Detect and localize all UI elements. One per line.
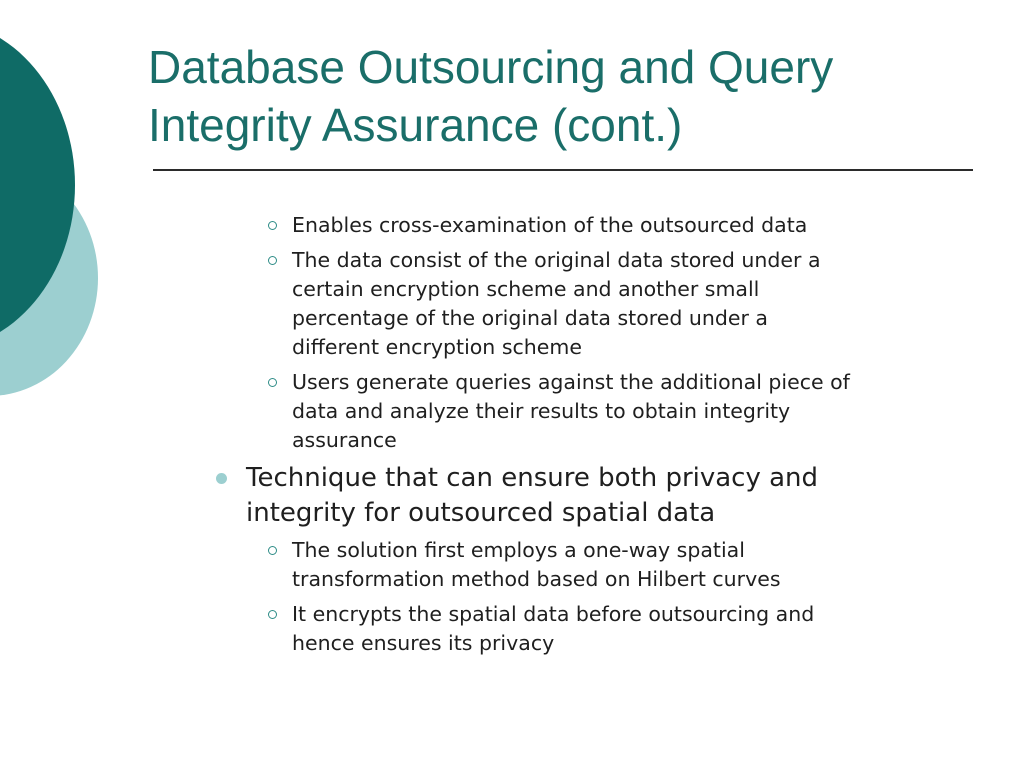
sub-bullet-text: different encryption scheme — [292, 335, 582, 359]
sub-bullet-text: assurance — [292, 428, 397, 452]
title-divider — [153, 169, 973, 171]
main-bullet-text: integrity for outsourced spatial data — [246, 498, 716, 528]
sub-bullet-text: hence ensures its privacy — [292, 631, 555, 655]
hollow-circle-bullet-icon — [268, 221, 277, 230]
sub-bullet-text: data and analyze their results to obtain integrity — [292, 399, 791, 423]
sub-bullet-text: Users generate queries against the additional piece of — [292, 370, 850, 394]
sub-bullet-text: Enables cross-examination of the outsourced data — [292, 213, 808, 237]
slide-title-line: Integrity Assurance (cont.) — [148, 99, 683, 151]
main-bullet-item — [246, 461, 966, 531]
filled-circle-bullet-icon — [216, 473, 227, 484]
sub-bullet-text: certain encryption scheme and another small — [292, 277, 760, 301]
sub-bullet-item — [292, 211, 972, 240]
sub-bullet-text: The data consist of the original data stored under a — [292, 248, 821, 272]
hollow-circle-bullet-icon — [268, 378, 277, 387]
hollow-circle-bullet-icon — [268, 256, 277, 265]
sub-bullet-text: transformation method based on Hilbert curves — [292, 567, 781, 591]
slide-title-line: Database Outsourcing and Query — [148, 41, 834, 93]
sub-bullet-item — [292, 246, 972, 362]
sub-bullet-text: percentage of the original data stored under a — [292, 306, 768, 330]
main-bullet-text: Technique that can ensure both privacy and — [246, 463, 819, 493]
slide-title — [148, 38, 988, 154]
sub-bullet-text: It encrypts the spatial data before outsourcing and — [292, 602, 815, 626]
sub-bullet-text: The solution first employs a one-way spatial — [292, 538, 745, 562]
sub-bullet-item — [292, 368, 972, 455]
sub-bullet-item — [292, 536, 972, 594]
hollow-circle-bullet-icon — [268, 546, 277, 555]
sub-bullet-item — [292, 600, 972, 658]
hollow-circle-bullet-icon — [268, 610, 277, 619]
